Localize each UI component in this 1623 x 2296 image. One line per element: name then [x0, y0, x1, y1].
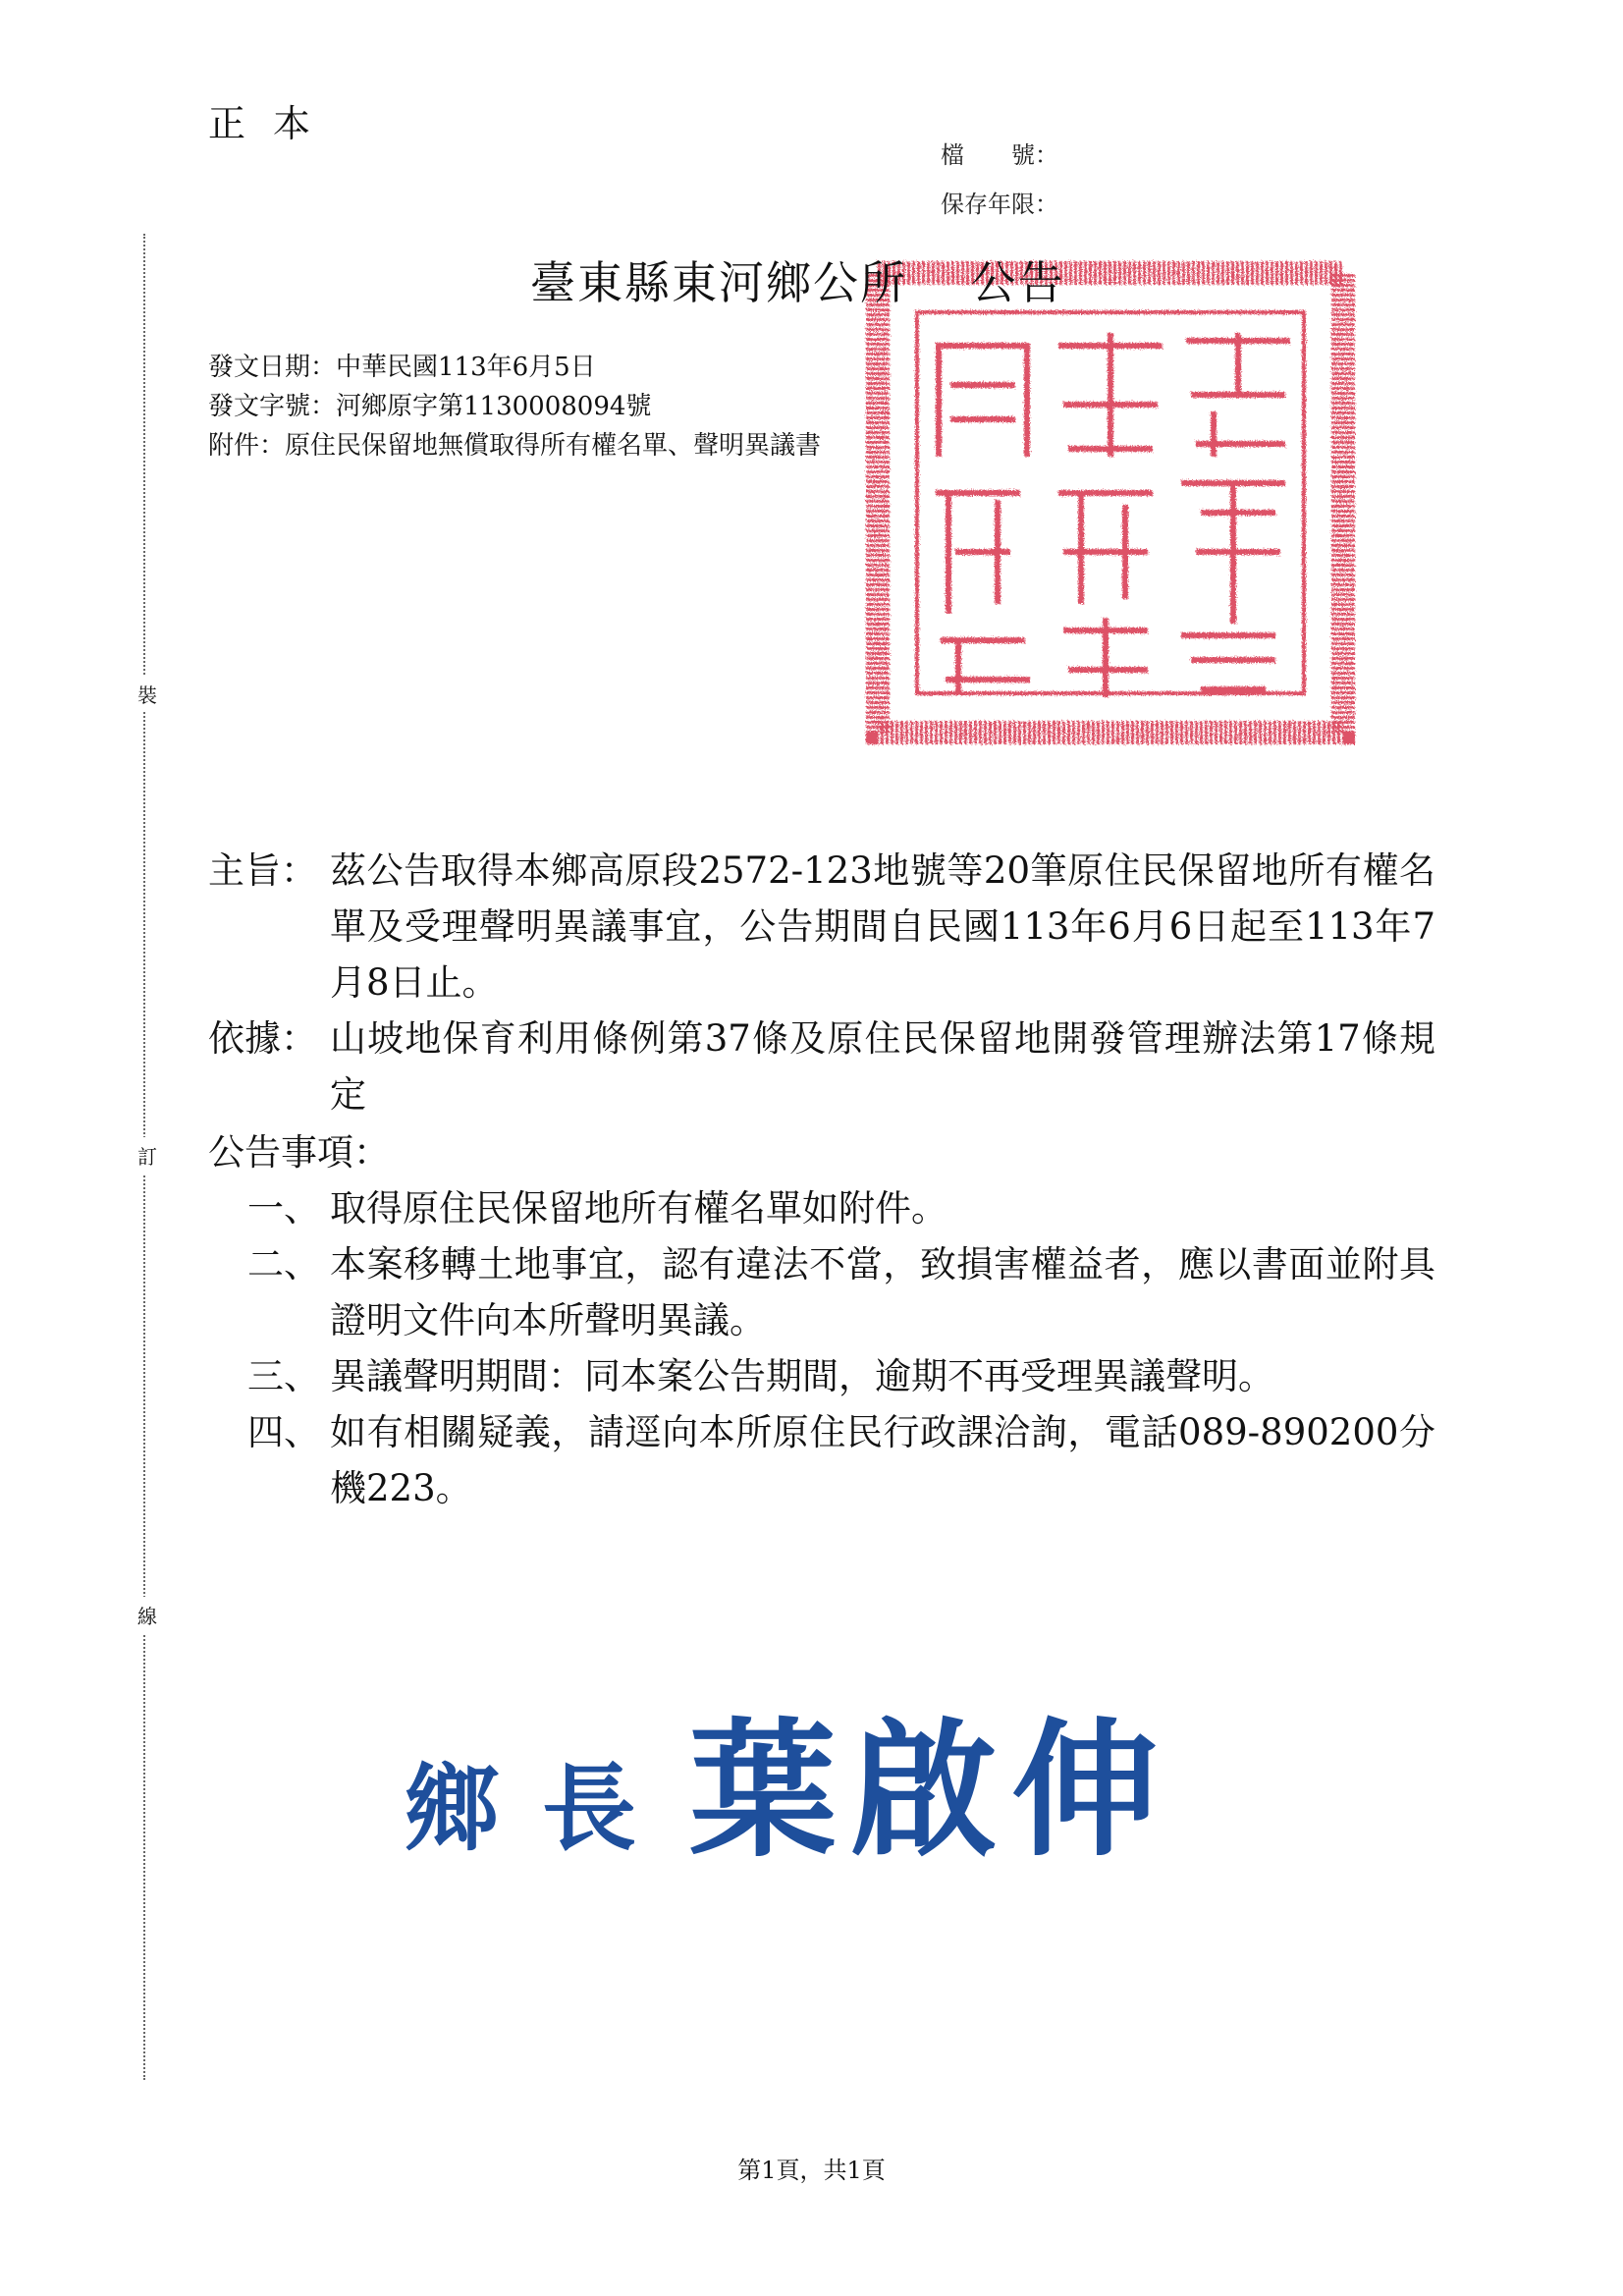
binding-mark-zhuang: 裝	[137, 676, 157, 712]
notice-body	[208, 843, 1435, 1516]
notice-item	[247, 1236, 1435, 1348]
attachments: 附件：原住民保留地無償取得所有權名單、聲明異議書	[208, 431, 822, 461]
notice-item-text: 異議聲明期間：同本案公告期間，逾期不再受理異議聲明。	[330, 1355, 1274, 1397]
issue-date: 發文日期：中華民國113年6月5日	[208, 353, 596, 382]
notice-item-number: 三、	[247, 1355, 320, 1397]
basis-section	[208, 1011, 1435, 1122]
notice-item	[247, 1404, 1435, 1516]
retention-period-label: 保存年限：	[941, 191, 1058, 218]
notice-item-text: 如有相關疑義，請逕向本所原住民行政課洽詢，電話089-890200分機223。	[330, 1411, 1435, 1509]
basis-text: 山坡地保育利用條例第37條及原住民保留地開發管理辦法第17條規定	[330, 1017, 1435, 1116]
subject-text: 茲公告取得本鄉高原段2572-123地號等20筆原住民保留地所有權名單及受理聲明異議事宜，公告期間自民國113年6月6日起至113年7月8日止。	[330, 849, 1435, 1004]
signature-name: 葉啟伸	[689, 1704, 1173, 1877]
official-seal	[860, 257, 1361, 748]
file-number-label: 檔 號：	[941, 141, 1058, 169]
binding-mark-xian: 線	[137, 1597, 157, 1633]
notice-item	[247, 1348, 1435, 1404]
notice-item-number: 一、	[247, 1187, 320, 1230]
notice-item-text: 取得原住民保留地所有權名單如附件。	[330, 1187, 947, 1230]
notice-items-heading: 公告事項：	[208, 1131, 390, 1174]
issue-info	[208, 348, 821, 465]
notice-item-number: 二、	[247, 1243, 320, 1285]
copy-label: 正本	[208, 102, 339, 145]
basis-label: 依據：	[208, 1017, 317, 1060]
binding-mark-ding: 訂	[137, 1137, 157, 1174]
mayor-signature-stamp	[405, 1671, 1172, 1884]
issue-reference-number: 發文字號：河鄉原字第1130008094號	[208, 392, 652, 421]
subject-label: 主旨：	[208, 849, 317, 892]
subject-section	[208, 843, 1435, 1011]
notice-item-text: 本案移轉土地事宜，認有違法不當，致損害權益者，應以書面並附具證明文件向本所聲明異議。	[330, 1243, 1435, 1341]
notice-item-number: 四、	[247, 1411, 320, 1453]
page-number: 第1頁，共1頁	[737, 2157, 886, 2184]
notice-items	[247, 1180, 1435, 1516]
signature-title: 鄉長	[405, 1753, 679, 1864]
notice-item	[247, 1180, 1435, 1236]
document-title: 臺東縣東河鄉公所 公告	[530, 256, 1065, 309]
